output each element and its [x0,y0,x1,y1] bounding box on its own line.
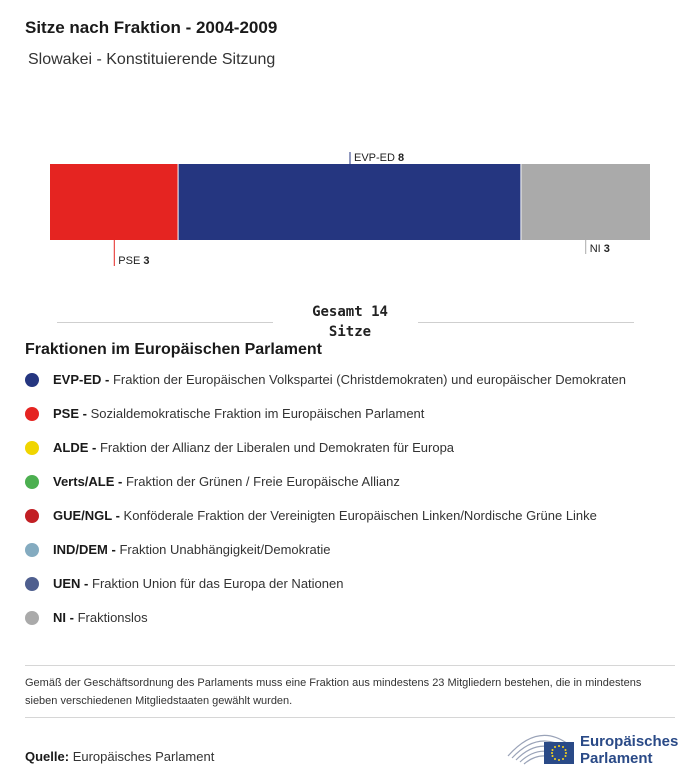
source-value: Europäisches Parlament [72,749,215,764]
total-seats [300,302,400,342]
bar-label-ni: NI 3 [589,243,610,255]
note-top-divider [25,665,675,666]
chart-title: Sitze nach Fraktion - 2004-2009 [25,18,278,37]
logo-wordmark [580,733,678,767]
logo-line-2: Parlament [580,750,653,767]
legend-label [53,608,148,628]
legend-description: Fraktion der Allianz der Liberalen und Demokraten für Europa [99,440,455,455]
chart-subtitle: Slowakei - Konstituierende Sitzung [28,51,276,68]
legend-abbreviation: GUE/NGL - [53,508,124,523]
legend-description: Sozialdemokratische Fraktion im Europäischen Parlament [90,406,425,421]
source [25,749,214,764]
legend-description: Fraktionslos [77,610,148,625]
legend-abbreviation: PSE - [53,406,91,421]
legend-dot-icon [25,407,39,421]
total-divider-left [57,322,273,323]
bar-label-evp-ed: EVP-ED 8 [354,152,405,164]
european-parliament-logo-icon [506,728,576,768]
logo-line-1: Europäisches [580,733,679,750]
legend-abbreviation: IND/DEM - [53,542,120,557]
legend-title: Fraktionen im Europäischen Parlament [25,341,322,358]
total-seats-unit: Sitze [328,324,372,340]
bar-segment-evp-ed [179,164,521,240]
legend-label [53,574,343,594]
total-divider-right [418,322,634,323]
legend-dot-icon [25,543,39,557]
bar-segment-pse [50,164,178,240]
total-seats-value: Gesamt 14 [312,304,388,320]
legend-description: Fraktion der Europäischen Volkspartei (Christdemokraten) und europäischer Demokraten [112,372,626,387]
legend-dot-icon [25,611,39,625]
legend-dot-icon [25,441,39,455]
legend-label [53,506,597,526]
legend-abbreviation: UEN - [53,576,92,591]
legend-description: Fraktion der Grünen / Freie Europäische Allianz [125,474,400,489]
legend-abbreviation: Verts/ALE - [53,474,126,489]
legend-label [53,438,454,458]
legend-description: Fraktion Union für das Europa der Nationen [92,576,344,591]
legend-label [53,404,424,424]
legend-dot-icon [25,475,39,489]
legend-abbreviation: EVP-ED - [53,372,113,387]
legend-label [53,472,400,492]
legend-abbreviation: NI - [53,610,78,625]
bar-label-pse: PSE 3 [118,255,150,267]
legend-abbreviation: ALDE - [53,440,100,455]
seat-bar-chart [0,140,700,280]
note-bottom-divider [25,717,675,718]
legend-description: Konföderale Fraktion der Vereinigten Europäischen Linken/Nordische Grüne Linke [123,508,597,523]
legend-dot-icon [25,577,39,591]
footnote: Gemäß der Geschäftsordnung des Parlaments muss eine Fraktion aus mindestens 23 Mitgliedern bestehen, die in mindestens sieben verschiedenen Mitgliedstaaten gewählt wurden. [25,677,642,707]
bar-segment-ni [521,164,650,240]
legend-description: Fraktion Unabhängigkeit/Demokratie [119,542,331,557]
legend-dot-icon [25,373,39,387]
legend-label [53,370,626,390]
source-label: Quelle: [25,749,70,764]
legend-dot-icon [25,509,39,523]
legend-label [53,540,330,560]
